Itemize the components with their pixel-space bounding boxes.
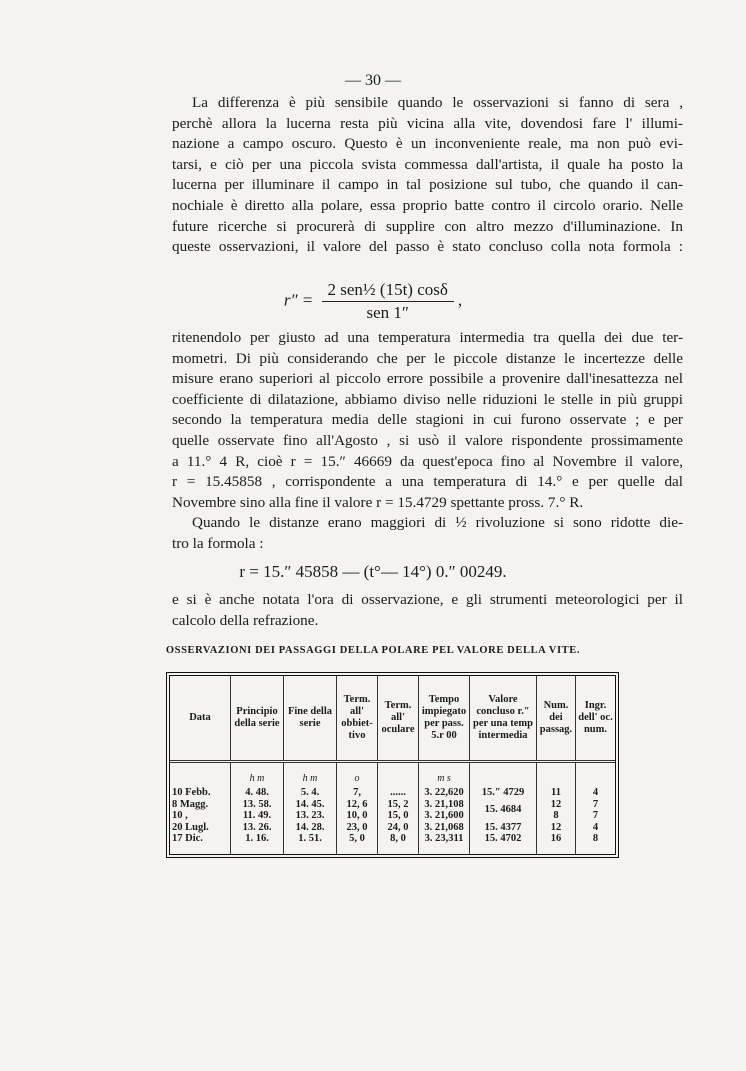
unit: m s [419,762,470,788]
cell-valore: 15.″ 4729 [470,787,537,799]
text-line: lucerna per illuminare il campo in tal posizione sul tubo, che quando il can- [172,176,683,194]
cell-tempo: 3. 21,108 [419,799,470,811]
table-row [170,799,615,811]
formula-passo [0,280,746,323]
cell-obbiettivo: 23, 0 [337,822,378,834]
text-line: future ricerche si procurerà di supplire con altro mezzo d'illuminazione. In [172,217,683,235]
header-tempo: Tempo impiegato per pass. 5.r 00 [419,676,470,762]
numerator: 2 sen½ (15t) cosδ [322,280,454,302]
cell-fine: 14. 45. [284,799,337,811]
cell-obbiettivo: 5, 0 [337,833,378,845]
cell-obbiettivo: 12, 6 [337,799,378,811]
cell-num: 8 [537,810,576,822]
units-row [170,762,615,788]
fraction [322,280,454,323]
paragraph-1 [172,93,683,258]
cell-num: 16 [537,833,576,845]
page-number: — 30 — [345,72,401,89]
cell-tempo: 3. 23,311 [419,833,470,845]
cell-tempo: 3. 21,600 [419,810,470,822]
cell-data: 10 Febb. [172,787,211,798]
header-ingr: Ingr. dell' oc. num. [576,676,616,762]
header-valore: Valore concluso r.″ per una temp intermedia [470,676,537,762]
cell-principio: 11. 49. [231,810,284,822]
text-line: a 11.° 4 R, cioè r = 15.″ 46669 da quest'epoca fino al Novembre il valore, [172,452,683,470]
unit [470,762,537,788]
cell-ingr: 7 [576,799,616,811]
formula-riduzione: r = 15.″ 45858 — (t°— 14°) 0.″ 00249. [239,562,507,581]
unit: h m [231,762,284,788]
cell-principio: 13. 26. [231,822,284,834]
table-spacer-row [170,845,615,855]
table-row [170,833,615,845]
cell-fine: 14. 28. [284,822,337,834]
table-header-row [170,676,615,762]
unit [576,762,616,788]
cell-data: 8 Magg. [172,798,209,810]
unit [170,762,231,788]
header-num: Num. dei passag. [537,676,576,762]
text-line: nazione a campo oscuro. Questo è un inconveniente reale, ma non può evi- [172,135,683,153]
paragraph-2 [172,328,683,555]
text-line: ritenendolo per giusto ad una temperatura intermedia tra quella dei due ter- [172,329,683,346]
cell-tempo: 3. 21,068 [419,822,470,834]
cell-oculare: ...... [378,787,419,799]
cell-num: 12 [537,822,576,834]
cell-ingr: 8 [576,833,616,845]
text-line: perchè allora la lucerna resta più vicina alla vite, dovendosi fare l' illumi- [172,114,683,132]
cell-ingr: 4 [576,787,616,799]
cell-oculare: 15, 2 [378,799,419,811]
table-row [170,810,615,822]
text-line: tro la formola : [172,534,264,552]
cell-valore: 15. 4702 [470,833,537,845]
cell-ingr: 7 [576,810,616,822]
cell-fine: 5. 4. [284,787,337,799]
cell-obbiettivo: 10, 0 [337,810,378,822]
unit [378,762,419,788]
header-term-obbiettivo: Term. all' obbiet-tivo [337,676,378,762]
table-row [170,787,615,799]
header-term-oculare: Term. all' oculare [378,676,419,762]
formula-tail: , [457,290,463,310]
cell-num: 12 [537,799,576,811]
denominator: sen 1″ [366,303,409,322]
text-line: secondo la temperatura media delle stagioni in cui furono osservate ; e per [172,411,683,429]
cell-data: 17 Dic. [172,833,203,844]
text-line: mometri. Di più considerando che per le piccole distanze le incertezze delle [172,349,683,367]
text-line: nochiale è diretto alla polare, essa proprio batte contro il circolo orario. Nelle [172,196,683,214]
cell-valore: 15. 4684 [470,799,537,822]
cell-principio: 13. 58. [231,799,284,811]
cell-data: 10 , [172,810,188,821]
header-principio: Principio della serie [231,676,284,762]
table-row [170,822,615,834]
unit: h m [284,762,337,788]
text-line: quelle osservate fino all'Agosto , si usò il valore rispondente prossimamente [172,431,683,449]
text-line: r = 15.45858 , corrispondente a una temperatura di 14.° e per quelle dal [172,473,683,491]
text-line: e si è anche notata l'ora di osservazione, e gli strumenti meteorologici per il [172,591,683,608]
header-fine: Fine della serie [284,676,337,762]
text-line: Quando le distanze erano maggiori di ½ rivoluzione si sono ridotte die- [192,514,683,532]
text-line: Novembre sino alla fine il valore r = 15.4729 spettante pross. 7.° R. [172,493,584,511]
table-title: OSSERVAZIONI DEI PASSAGGI DELLA POLARE PEL VALORE DELLA VITE. [165,645,581,656]
cell-tempo: 3. 22,620 [419,787,470,799]
text-line: calcolo della refrazione. [172,611,319,629]
cell-principio: 1. 16. [231,833,284,845]
cell-obbiettivo: 7, [337,787,378,799]
text-line: tarsi, e ciò per una piccola svista commessa dall'artista, il quale ha posto la [172,155,683,173]
cell-data: 20 Lugl. [172,821,209,833]
cell-fine: 13. 23. [284,810,337,822]
text-line: misure erano superiori al piccolo errore possibile a provenire dall'inesattezza nel [172,370,683,388]
cell-oculare: 24, 0 [378,822,419,834]
cell-ingr: 4 [576,822,616,834]
cell-principio: 4. 48. [231,787,284,799]
formula-lhs: r″ = [283,290,314,310]
cell-fine: 1. 51. [284,833,337,845]
unit: o [337,762,378,788]
cell-oculare: 15, 0 [378,810,419,822]
cell-oculare: 8, 0 [378,833,419,845]
cell-num: 11 [537,787,576,799]
header-data: Data [170,676,231,762]
paragraph-4 [172,590,683,631]
cell-valore: 15. 4377 [470,822,537,834]
unit [537,762,576,788]
text-line: coefficiente di dilatazione, abbiamo diviso nelle riduzioni le stelle in più gruppi [172,390,683,408]
text-line: La differenza è più sensibile quando le osservazioni si fanno di sera , [192,94,683,111]
text-line: queste osservazioni, il valore del passo è stato concluso colla nota formola : [172,238,683,256]
observations-table [166,672,619,858]
